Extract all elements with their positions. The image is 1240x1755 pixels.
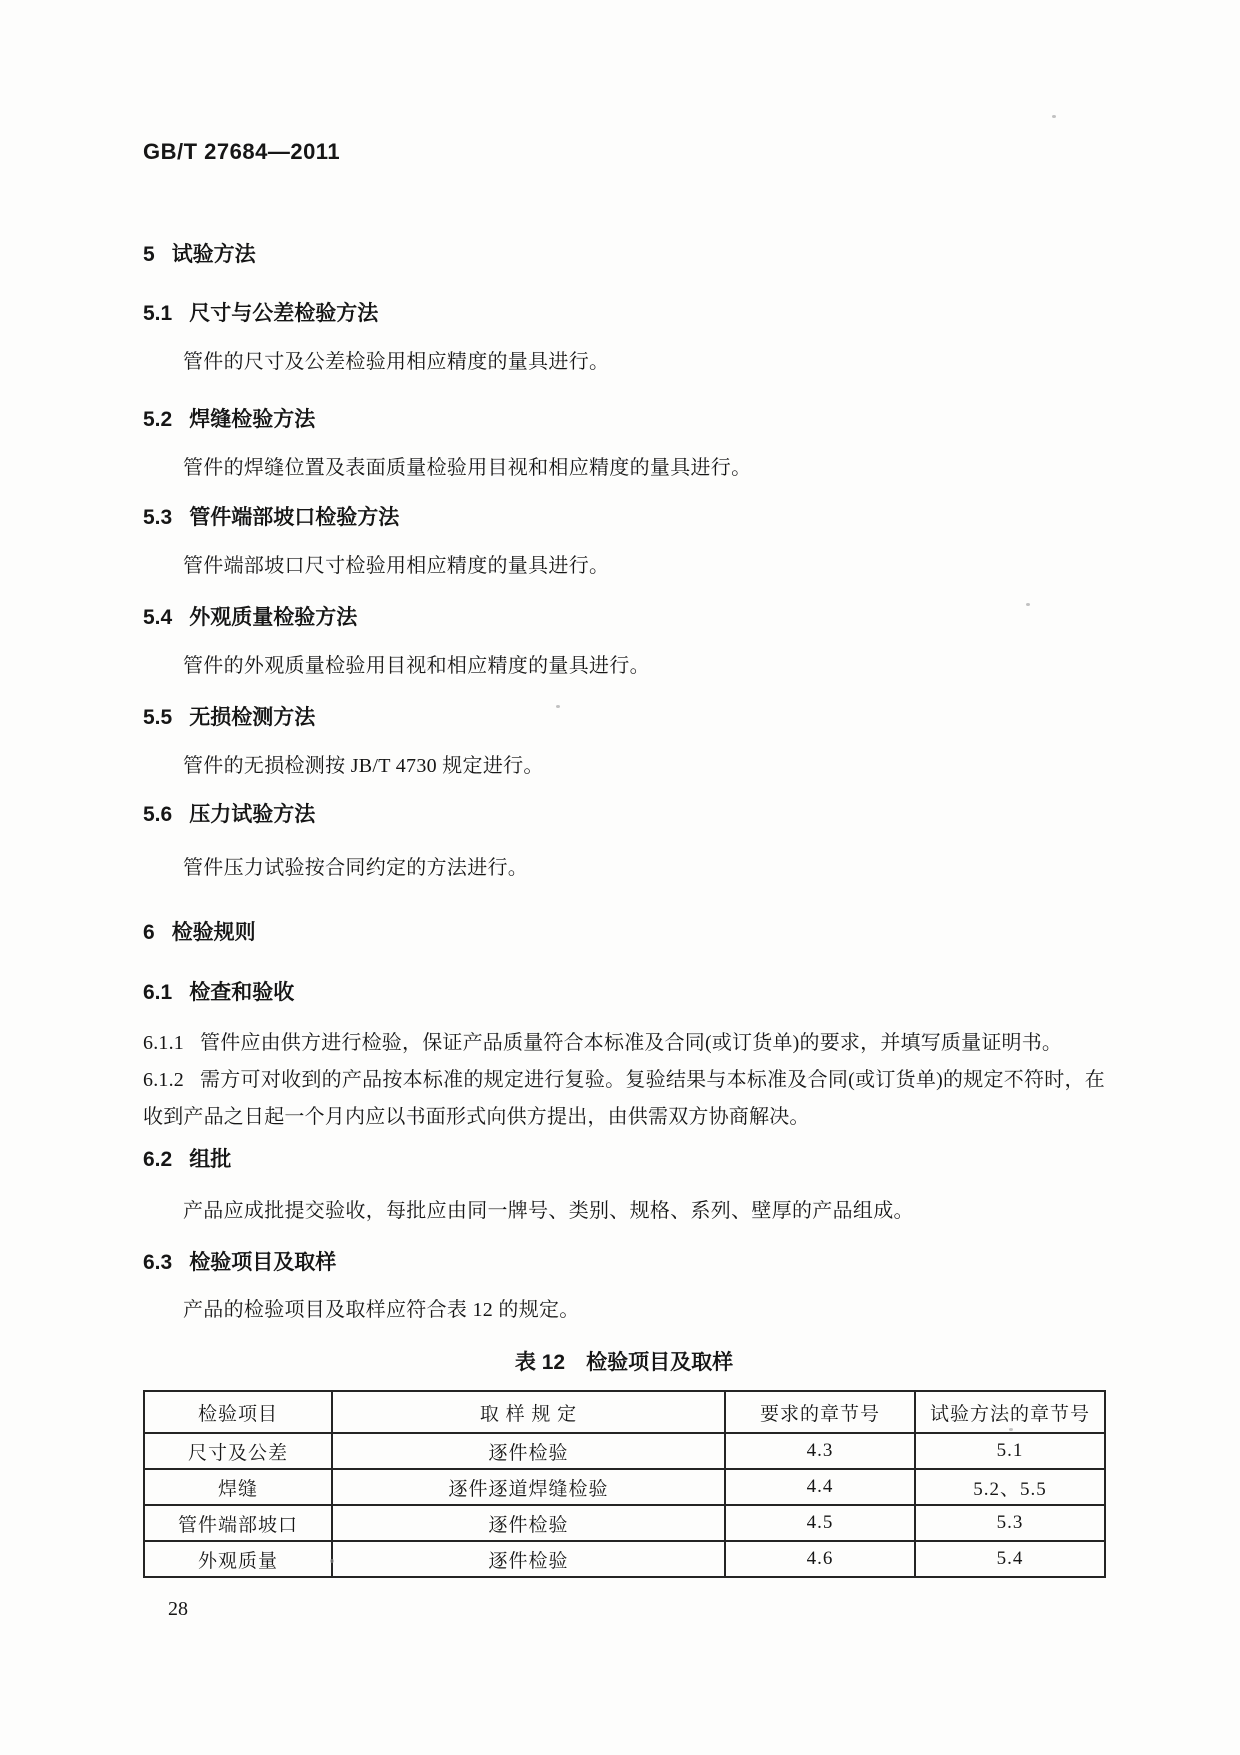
section-5-heading xyxy=(143,243,1105,267)
section-number: 5.3 xyxy=(143,506,173,529)
section-5-2-body: 管件的焊缝位置及表面质量检验用目视和相应精度的量具进行。 xyxy=(183,457,752,479)
table-cell: 4.6 xyxy=(725,1541,915,1577)
col-header-sampling: 取 样 规 定 xyxy=(332,1391,725,1433)
table-cell: 5.1 xyxy=(915,1433,1105,1469)
table-cell: 焊缝 xyxy=(144,1469,332,1505)
table-cell: 逐件逐道焊缝检验 xyxy=(332,1469,725,1505)
section-5-3-body: 管件端部坡口尺寸检验用相应精度的量具进行。 xyxy=(183,555,610,577)
col-header-test-method-clause: 试验方法的章节号 xyxy=(915,1391,1105,1433)
section-title: 焊缝检验方法 xyxy=(189,408,316,431)
section-5-4-body: 管件的外观质量检验用目视和相应精度的量具进行。 xyxy=(183,655,650,677)
section-6-1-2-body xyxy=(143,1062,1105,1136)
scan-speck xyxy=(330,1559,334,1563)
section-title: 试验方法 xyxy=(171,243,256,266)
table-12-caption: 表 12 检验项目及取样 xyxy=(514,1351,734,1374)
section-number: 5.5 xyxy=(143,706,173,729)
section-6-3-body: 产品的检验项目及取样应符合表 12 的规定。 xyxy=(183,1299,580,1321)
section-title: 管件端部坡口检验方法 xyxy=(189,506,400,529)
table-cell: 4.4 xyxy=(725,1469,915,1505)
section-number: 6 xyxy=(143,921,155,944)
section-5-5-heading xyxy=(143,706,1105,730)
section-title: 尺寸与公差检验方法 xyxy=(189,302,379,325)
section-number: 5.2 xyxy=(143,408,173,431)
scan-speck xyxy=(1052,115,1056,118)
section-number: 5.6 xyxy=(143,803,173,826)
table-cell: 管件端部坡口 xyxy=(144,1505,332,1541)
paragraph-text: 需方可对收到的产品按本标准的规定进行复验。复验结果与本标准及合同(或订货单)的规定不符时，在收到产品之日起一个月内应以书面形式向供方提出，由供需双方协商解决。 xyxy=(143,1069,1105,1128)
section-title: 检验项目及取样 xyxy=(189,1251,337,1274)
section-title: 无损检测方法 xyxy=(189,706,316,729)
table-cell: 5.2、5.5 xyxy=(915,1469,1105,1505)
section-6-2-heading xyxy=(143,1148,1105,1172)
table-cell: 逐件检验 xyxy=(332,1505,725,1541)
section-number: 6.1 xyxy=(143,981,173,1004)
section-6-heading xyxy=(143,921,1105,945)
section-5-4-heading xyxy=(143,606,1105,630)
section-6-2-body: 产品应成批提交验收，每批应由同一牌号、类别、规格、系列、壁厚的产品组成。 xyxy=(183,1200,914,1222)
section-number: 5.1 xyxy=(143,302,173,325)
section-5-1-body: 管件的尺寸及公差检验用相应精度的量具进行。 xyxy=(183,351,610,373)
section-5-2-heading xyxy=(143,408,1105,432)
table-header-row xyxy=(144,1391,1105,1433)
table-cell: 5.3 xyxy=(915,1505,1105,1541)
table-cell: 5.4 xyxy=(915,1541,1105,1577)
section-title: 压力试验方法 xyxy=(189,803,316,826)
section-5-3-heading xyxy=(143,506,1105,530)
page-number: 28 xyxy=(168,1598,188,1620)
page-content xyxy=(143,140,1105,1621)
section-5-6-heading xyxy=(143,803,1105,827)
table-cell: 逐件检验 xyxy=(332,1433,725,1469)
section-number: 6.1.1 xyxy=(143,1032,184,1054)
section-6-1-heading xyxy=(143,981,1105,1005)
table-cell: 4.5 xyxy=(725,1505,915,1541)
table-cell: 尺寸及公差 xyxy=(144,1433,332,1469)
inspection-items-table xyxy=(143,1390,1106,1578)
standard-code-header: GB/T 27684—2011 xyxy=(143,139,341,164)
paragraph-text: 管件应由供方进行检验，保证产品质量符合本标准及合同(或订货单)的要求，并填写质量证明书。 xyxy=(200,1032,1063,1054)
section-number: 6.3 xyxy=(143,1251,173,1274)
section-number: 6.1.2 xyxy=(143,1069,184,1091)
scan-speck xyxy=(1026,603,1030,606)
table-row xyxy=(144,1541,1105,1577)
section-6-3-heading xyxy=(143,1251,1105,1275)
section-title: 外观质量检验方法 xyxy=(189,606,358,629)
section-number: 6.2 xyxy=(143,1148,173,1171)
section-title: 组批 xyxy=(189,1148,232,1171)
col-header-requirement-clause: 要求的章节号 xyxy=(725,1391,915,1433)
section-5-5-body: 管件的无损检测按 JB/T 4730 规定进行。 xyxy=(183,755,544,777)
table-cell: 外观质量 xyxy=(144,1541,332,1577)
section-number: 5 xyxy=(143,243,155,266)
section-number: 5.4 xyxy=(143,606,173,629)
col-header-item: 检验项目 xyxy=(144,1391,332,1433)
scan-speck xyxy=(1009,1428,1013,1431)
table-row xyxy=(144,1505,1105,1541)
section-title: 检验规则 xyxy=(171,921,256,944)
section-6-1-1-body xyxy=(143,1025,1105,1062)
section-title: 检查和验收 xyxy=(189,981,295,1004)
table-cell: 4.3 xyxy=(725,1433,915,1469)
section-5-1-heading xyxy=(143,302,1105,326)
table-row xyxy=(144,1433,1105,1469)
table-row xyxy=(144,1469,1105,1505)
scan-speck xyxy=(556,705,560,708)
table-cell: 逐件检验 xyxy=(332,1541,725,1577)
section-5-6-body: 管件压力试验按合同约定的方法进行。 xyxy=(183,857,529,879)
